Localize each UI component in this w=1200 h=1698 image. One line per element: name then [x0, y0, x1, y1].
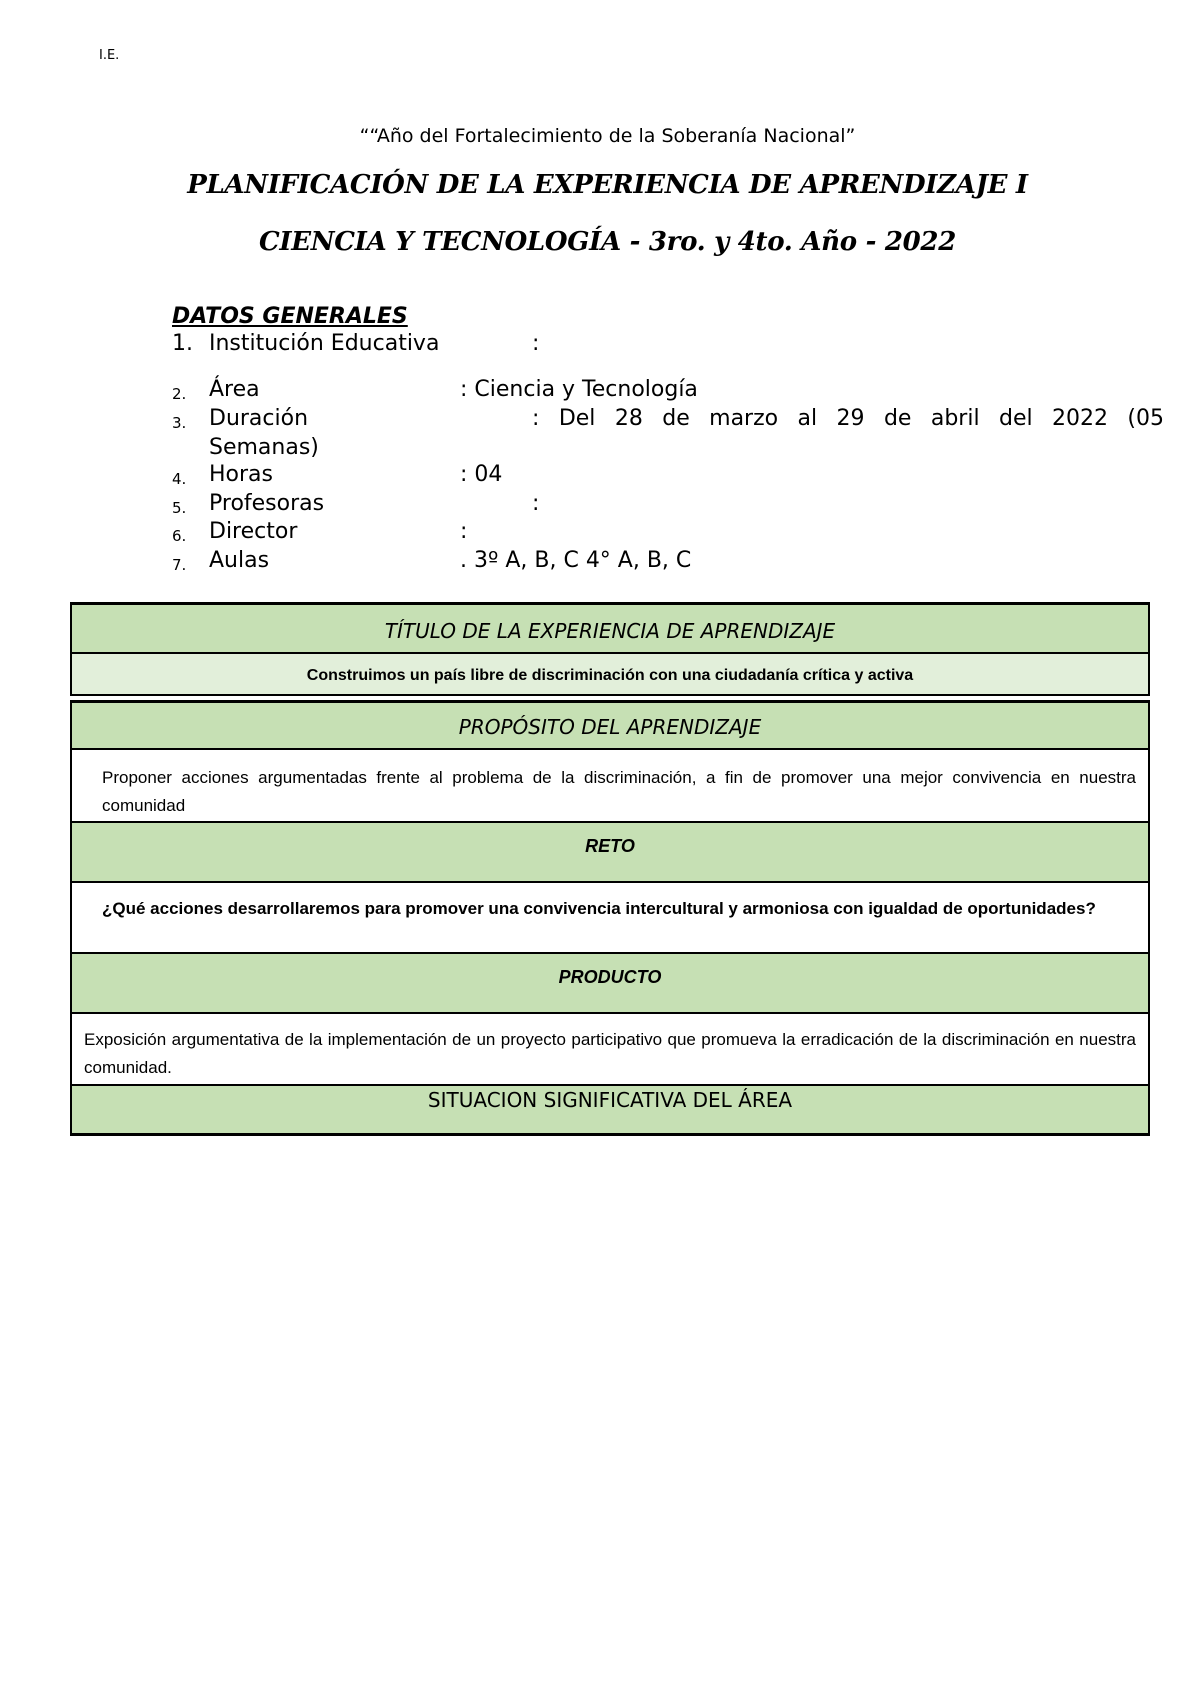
situacion-header-text: SITUACION SIGNIFICATIVA DEL ÁREA — [427, 1088, 793, 1112]
item-number: 5. — [172, 499, 187, 517]
duracion-value: : Del 28 de marzo al 29 de abril del 2022 (05 — [532, 406, 1164, 431]
item-value: : — [532, 331, 540, 356]
item-label: Director — [209, 519, 298, 544]
datos-generales-heading: DATOS GENERALES — [172, 304, 408, 329]
proposito-header — [70, 700, 1150, 750]
producto-text: Exposición argumentativa de la implementación de un proyecto participativo que promueva la erradicación de la discriminación en nuestra comunidad. — [84, 1030, 1136, 1077]
item-label: Profesoras — [209, 491, 325, 516]
item-label: Área — [209, 377, 260, 402]
datos-item-institucion — [0, 331, 1200, 361]
motto: ““Año del Fortalecimiento de la Soberanía Nacional” — [359, 125, 856, 147]
datos-item-area — [0, 377, 1200, 407]
proposito-header-text: PROPÓSITO DEL APRENDIZAJE — [458, 715, 762, 739]
item-value: : — [532, 491, 540, 516]
situacion-header — [70, 1084, 1150, 1136]
reto-header — [70, 821, 1150, 883]
proposito-text: Proponer acciones argumentadas frente al problema de la discriminación, a fin de promover una mejor convivencia en nuestra comunidad — [102, 768, 1136, 815]
item-number: 4. — [172, 470, 187, 488]
item-number: 6. — [172, 527, 187, 545]
titulo-text: Construimos un país libre de discriminación con una ciudadanía crítica y activa — [306, 667, 914, 684]
titulo-header — [70, 602, 1150, 654]
item-value: : — [460, 519, 468, 544]
datos-item-profesoras — [0, 491, 1200, 521]
titulo-cell — [70, 652, 1150, 696]
proposito-cell — [70, 750, 1150, 823]
producto-header-text: PRODUCTO — [558, 967, 662, 987]
producto-cell — [70, 1012, 1150, 1086]
datos-item-horas — [0, 462, 1200, 492]
duracion-value-continued: Semanas) — [209, 435, 319, 460]
page-subtitle: CIENCIA Y TECNOLOGÍA - 3ro. y 4to. Año - 2022 — [259, 227, 956, 257]
item-number: 7. — [172, 556, 187, 574]
producto-header — [70, 952, 1150, 1014]
item-label: Duración — [209, 406, 309, 431]
header-ie: I.E. — [99, 48, 120, 63]
item-label: Aulas — [209, 548, 270, 573]
item-label: Horas — [209, 462, 273, 487]
reto-cell — [70, 881, 1150, 954]
item-value: : 04 — [460, 462, 503, 487]
item-number: 2. — [172, 385, 187, 403]
datos-item-aulas — [0, 548, 1200, 578]
titulo-header-text: TÍTULO DE LA EXPERIENCIA DE APRENDIZAJE — [384, 619, 836, 643]
item-number: 1. — [172, 331, 193, 356]
item-number: 3. — [172, 414, 187, 432]
item-label: Institución Educativa — [209, 331, 440, 356]
item-value: . 3º A, B, C 4° A, B, C — [460, 548, 692, 573]
reto-header-text: RETO — [585, 836, 635, 856]
datos-item-director — [0, 519, 1200, 549]
reto-text: ¿Qué acciones desarrollaremos para promover una convivencia intercultural y armoniosa con igualdad de oportunidades? — [102, 899, 1096, 918]
page-title: PLANIFICACIÓN DE LA EXPERIENCIA DE APRENDIZAJE I — [187, 170, 1028, 200]
item-value: : Ciencia y Tecnología — [460, 377, 698, 402]
